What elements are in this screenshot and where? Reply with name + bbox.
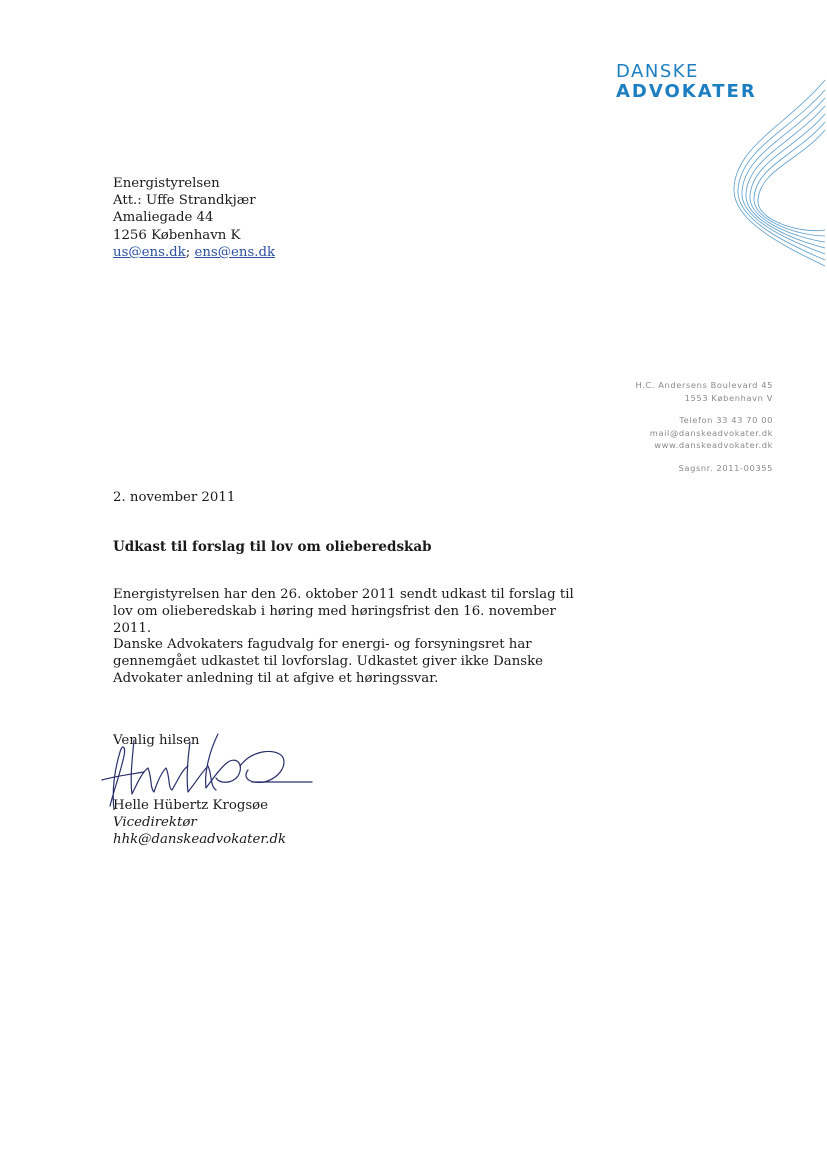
signer-email: hhk@danskeadvokater.dk bbox=[113, 832, 287, 847]
signer-name: Helle Hübertz Krogsøe bbox=[113, 798, 269, 813]
recipient-name: Energistyrelsen bbox=[113, 176, 220, 191]
recipient-address bbox=[113, 175, 275, 261]
sender-website: www.danskeadvokater.dk bbox=[654, 440, 773, 450]
signer-title: Vicedirektør bbox=[113, 815, 197, 830]
signer-block bbox=[113, 797, 286, 848]
logo-swoosh-graphic bbox=[730, 70, 827, 270]
recipient-emails bbox=[113, 244, 275, 261]
recipient-email-link-2[interactable]: ens@ens.dk bbox=[194, 244, 276, 260]
sender-address-line2: 1553 København V bbox=[684, 392, 773, 403]
email-separator: ; bbox=[185, 244, 195, 260]
recipient-city: 1256 København K bbox=[113, 227, 241, 243]
logo-text-advokater: ADVOKATER bbox=[616, 81, 757, 102]
letter-date: 2. november 2011 bbox=[113, 490, 236, 505]
recipient-attention: Att.: Uffe Strandkjær bbox=[113, 193, 256, 209]
closing-greeting: Venlig hilsen bbox=[113, 733, 200, 748]
sender-phone: Telefon 33 43 70 00 bbox=[679, 415, 773, 425]
sender-address-line1: H.C. Andersens Boulevard 45 bbox=[635, 380, 773, 390]
letter-subject: Udkast til forslag til lov om olieberedskab bbox=[113, 539, 432, 555]
sender-contact-block bbox=[635, 379, 773, 474]
recipient-email-link-1[interactable]: us@ens.dk bbox=[113, 244, 186, 260]
logo-text-danske: DANSKE bbox=[616, 61, 699, 82]
sender-email: mail@danskeadvokater.dk bbox=[649, 427, 773, 438]
body-paragraph-2: Danske Advokaters fagudvalg for energi- og forsyningsret har gennemgået udkastet til lovforslag. Udkastet giver ikke Danske Advokater anledning til at afgive et høringssvar. bbox=[113, 637, 544, 686]
body-paragraph-1: Energistyrelsen har den 26. oktober 2011 sendt udkast til forslag til lov om olieberedskab i høring med høringsfrist den 16. november 2011. bbox=[113, 587, 574, 636]
case-number: Sagsnr. 2011-00355 bbox=[678, 462, 773, 473]
recipient-street: Amaliegade 44 bbox=[113, 210, 214, 226]
